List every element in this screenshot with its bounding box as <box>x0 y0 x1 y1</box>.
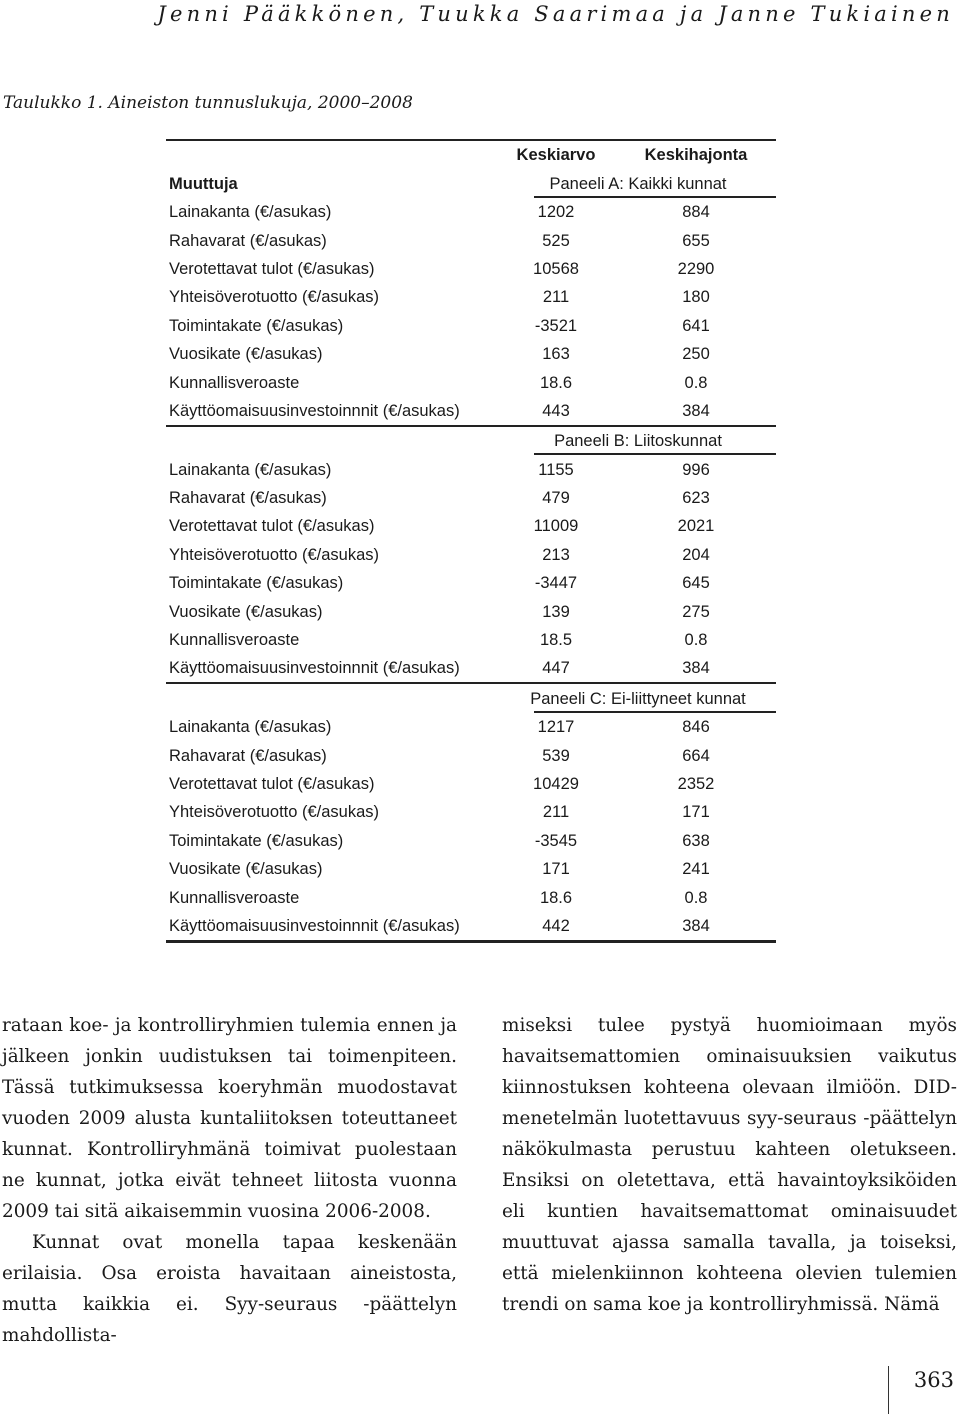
variable-label: Käyttöomaisuusinvestoinnnit (€/asukas) <box>169 659 460 678</box>
table-row <box>166 226 776 254</box>
variable-label: Lainakanta (€/asukas) <box>169 203 332 222</box>
variable-label: Kunnallisveroaste <box>169 631 300 650</box>
mean-value: 213 <box>542 545 570 564</box>
mean-value: 18.6 <box>539 373 573 392</box>
sd-value: 384 <box>682 401 710 420</box>
sd-value: 2352 <box>677 774 715 793</box>
sd-value: 2021 <box>677 517 715 536</box>
mean-value: 171 <box>542 860 570 879</box>
sd-value: 638 <box>682 831 710 850</box>
table-row <box>166 569 776 597</box>
table-row <box>166 770 776 798</box>
mean-value: 1155 <box>538 460 574 479</box>
table-row <box>166 826 776 854</box>
variable-label: Yhteisöverotuotto (€/asukas) <box>169 545 380 564</box>
table-row <box>166 855 776 883</box>
sd-value: 180 <box>682 288 710 307</box>
sd-value: 664 <box>682 746 710 765</box>
mean-value: 447 <box>542 659 570 678</box>
variable-label: Rahavarat (€/asukas) <box>169 489 327 508</box>
sd-value: 2290 <box>677 259 715 278</box>
panel-header-row <box>166 169 776 197</box>
sd-value: 996 <box>682 460 710 479</box>
sd-value: 250 <box>682 345 710 364</box>
panel-title: Paneeli C: Ei-liittyneet kunnat <box>530 689 746 708</box>
table-row <box>166 798 776 826</box>
variable-label: Vuosikate (€/asukas) <box>169 345 323 364</box>
table-row <box>166 512 776 540</box>
table-row <box>166 912 776 943</box>
variable-label: Käyttöomaisuusinvestoinnnit (€/asukas) <box>169 401 460 420</box>
sd-value: 204 <box>682 545 710 564</box>
table-row <box>166 883 776 911</box>
variable-label: Verotettavat tulot (€/asukas) <box>169 517 375 536</box>
table-row <box>166 340 776 368</box>
mean-value: 139 <box>542 602 570 621</box>
sd-value: 241 <box>682 860 710 879</box>
page-number-divider <box>888 1366 889 1414</box>
variable-label: Lainakanta (€/asukas) <box>169 718 332 737</box>
mean-value: 10568 <box>533 259 579 278</box>
table-row <box>166 484 776 512</box>
body-paragraph: rataan koe- ja kontrolliryhmien tulemia ennen ja jälkeen jonkin uudistuksen tai toimenpiteen. Tässä tutkimuksessa koeryhmän muodostavat vuoden 2009 alusta kuntaliitoksen toteuttaneet kunnat. Kontrolliryhmänä toimivat puolestaan ne kunnat, jotka eivät tehneet liitosta vuonna 2009 tai sitä aikaisemmin vuosina 2006-2008. <box>2 1015 457 1222</box>
body-text-right-column <box>502 1010 957 1320</box>
panel-title: Paneeli A: Kaikki kunnat <box>549 174 727 193</box>
variable-label: Yhteisöverotuotto (€/asukas) <box>169 803 380 822</box>
sd-value: 275 <box>682 602 710 621</box>
table-row <box>166 283 776 311</box>
panel-header-row <box>166 684 776 712</box>
sd-value: 0.8 <box>684 631 708 650</box>
mean-value: 18.6 <box>539 888 573 907</box>
sd-value: 171 <box>682 803 710 822</box>
table-row <box>166 368 776 396</box>
mean-value: 525 <box>542 231 570 250</box>
sd-value: 655 <box>682 231 710 250</box>
variable-label: Lainakanta (€/asukas) <box>169 460 332 479</box>
table-row <box>166 311 776 339</box>
variable-label: Toimintakate (€/asukas) <box>169 831 344 850</box>
table-row <box>166 713 776 741</box>
variable-label: Verotettavat tulot (€/asukas) <box>169 259 375 278</box>
mean-value: 18.5 <box>539 631 573 650</box>
column-header-sd: Keskihajonta <box>644 146 748 165</box>
variable-label: Yhteisöverotuotto (€/asukas) <box>169 288 380 307</box>
sd-value: 384 <box>682 659 710 678</box>
body-paragraph: miseksi tulee pystyä huomioimaan myös havaitsemattomien ominaisuuksien vaikutus kiinnostuksen kohteena olevaan ilmiöön. DID-menetelmän luotettavuus syy-seuraus -päättelyn näkökulmasta perustuu kahteen oletukseen. Ensiksi on oletettava, että havaintoyksiköiden eli kuntien havaitsemattomat ominaisuudet muuttuvat ajassa samalla tavalla, ja toiseksi, että mielenkiinnon kohteena olevien tulemien trendi on sama koe ja kontrolliryhmissä. Nämä <box>502 1015 957 1315</box>
table-caption: Taulukko 1. Aineiston tunnuslukuja, 2000–2008 <box>3 93 413 113</box>
mean-value: 442 <box>542 916 570 935</box>
running-head-authors: Jenni Pääkkönen, Tuukka Saarimaa ja Janne Tukiainen <box>157 2 954 26</box>
table-row <box>166 255 776 283</box>
table-row <box>166 741 776 769</box>
variable-label: Toimintakate (€/asukas) <box>169 574 344 593</box>
mean-value: 163 <box>542 345 570 364</box>
variable-column-header: Muuttuja <box>169 174 238 193</box>
mean-value: 443 <box>542 401 570 420</box>
sd-value: 641 <box>682 316 710 335</box>
table-header-row <box>166 141 776 169</box>
mean-value: 11009 <box>533 517 579 536</box>
table-row <box>166 198 776 226</box>
sd-value: 884 <box>682 203 710 222</box>
panel-title: Paneeli B: Liitoskunnat <box>554 432 722 451</box>
sd-value: 623 <box>682 489 710 508</box>
mean-value: 211 <box>542 803 570 822</box>
column-header-mean: Keskiarvo <box>516 146 596 165</box>
mean-value: 539 <box>542 746 570 765</box>
variable-label: Verotettavat tulot (€/asukas) <box>169 774 375 793</box>
variable-label: Rahavarat (€/asukas) <box>169 231 327 250</box>
mean-value: 1217 <box>537 718 575 737</box>
table-row <box>166 397 776 427</box>
variable-label: Vuosikate (€/asukas) <box>169 860 323 879</box>
variable-label: Toimintakate (€/asukas) <box>169 316 344 335</box>
table-row <box>166 597 776 625</box>
mean-value: 1202 <box>537 203 575 222</box>
table-body <box>166 169 776 943</box>
table-row <box>166 626 776 654</box>
body-paragraph: Kunnat ovat monella tapaa keskenään erilaisia. Osa eroista havaitaan aineistosta, mutta kaikkia ei. Syy-seuraus -päättelyn mahdollista- <box>2 1232 457 1346</box>
sd-value: 645 <box>682 574 710 593</box>
page-number: 363 <box>913 1368 954 1392</box>
sd-value: 846 <box>682 718 710 737</box>
mean-value: -3521 <box>534 316 578 335</box>
variable-label: Rahavarat (€/asukas) <box>169 746 327 765</box>
table-row <box>166 654 776 684</box>
variable-label: Käyttöomaisuusinvestoinnnit (€/asukas) <box>169 916 460 935</box>
statistics-table <box>166 139 776 943</box>
mean-value: 211 <box>542 288 570 307</box>
panel-header-row <box>166 427 776 455</box>
sd-value: 0.8 <box>684 888 708 907</box>
mean-value: -3545 <box>534 831 578 850</box>
table-row <box>166 455 776 483</box>
mean-value: -3447 <box>534 574 578 593</box>
mean-value: 10429 <box>533 774 579 793</box>
sd-value: 384 <box>682 916 710 935</box>
variable-label: Vuosikate (€/asukas) <box>169 602 323 621</box>
body-text-left-column <box>2 1010 457 1351</box>
variable-label: Kunnallisveroaste <box>169 373 300 392</box>
sd-value: 0.8 <box>684 373 708 392</box>
table-row <box>166 540 776 568</box>
mean-value: 479 <box>542 489 570 508</box>
variable-label: Kunnallisveroaste <box>169 888 300 907</box>
